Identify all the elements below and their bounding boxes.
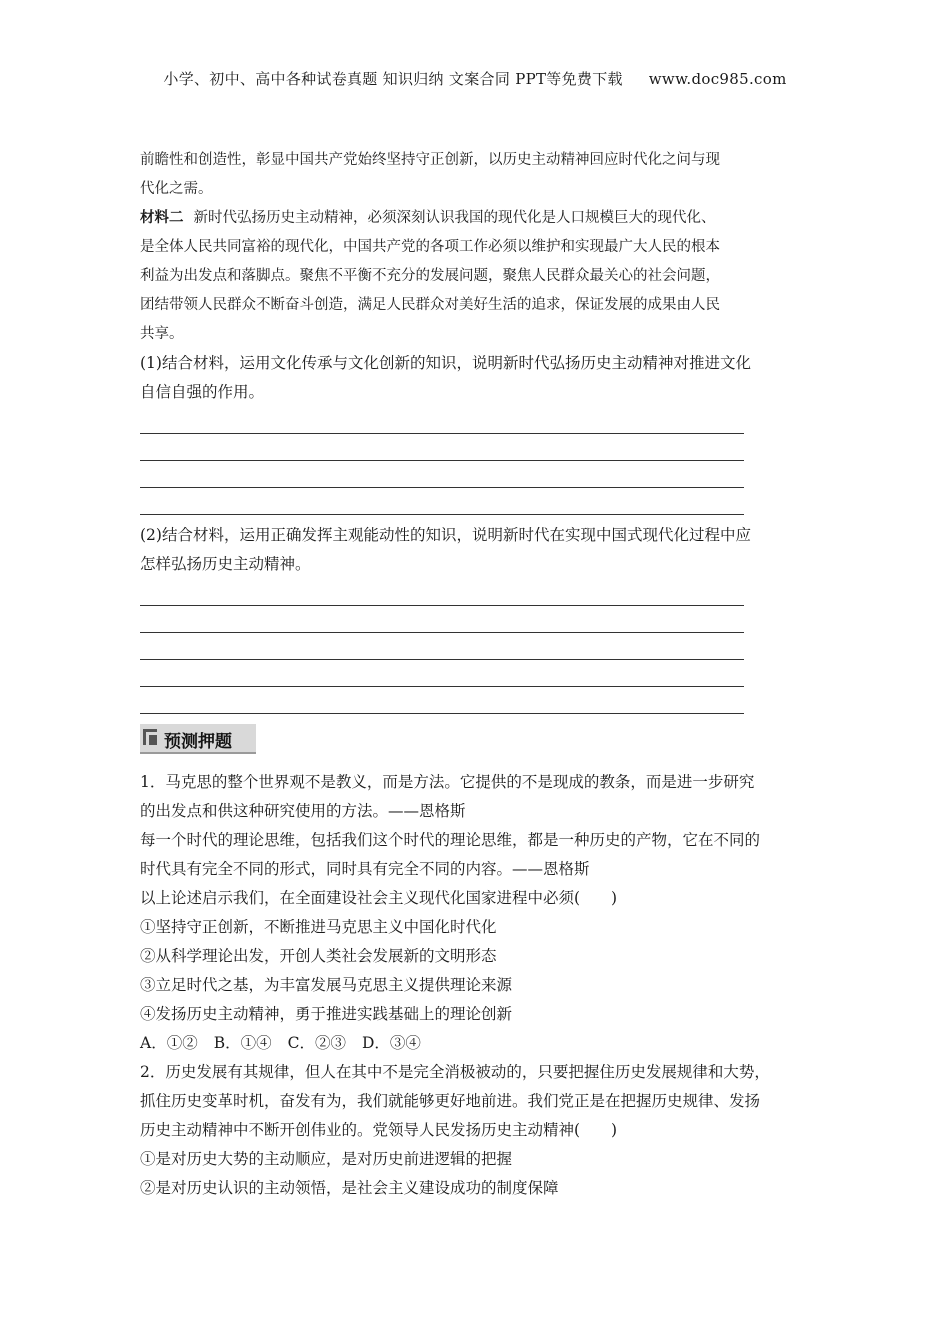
answer-area-1	[140, 404, 816, 515]
answer-line[interactable]	[140, 657, 744, 687]
material-line: 团结带领人民群众不断奋斗创造，满足人民群众对美好生活的追求，保证发展的成果由人民	[140, 297, 720, 313]
problem-2-stem: 历史主动精神中不断开创伟业的。党领导人民发扬历史主动精神( )	[140, 1121, 618, 1139]
answer-line[interactable]	[140, 684, 744, 714]
material-line: 共享。	[140, 326, 184, 342]
document-body	[140, 146, 816, 1203]
answer-line[interactable]	[140, 485, 744, 515]
choice-a[interactable]: A．①②	[140, 1034, 198, 1052]
question-2-line: (2)结合材料，运用正确发挥主观能动性的知识，说明新时代在实现中国式现代化过程中应	[140, 526, 751, 544]
problem-1-option: ①坚持守正创新，不断推进马克思主义中国化时代化	[140, 918, 497, 936]
problem-1-option: ③立足时代之基，为丰富发展马克思主义提供理论来源	[140, 976, 513, 994]
choice-b[interactable]: B．①④	[213, 1034, 272, 1052]
choice-c[interactable]: C．②③	[287, 1034, 346, 1052]
header-text: 小学、初中、高中各种试卷真题 知识归纳 文案合同 PPT等免费下载	[163, 70, 623, 88]
answer-line[interactable]	[140, 576, 744, 606]
material-two-label: 材料二	[140, 210, 184, 226]
answer-area-2	[140, 576, 816, 714]
answer-line[interactable]	[140, 603, 744, 633]
problem-1-line: 1．马克思的整个世界观不是教义，而是方法。它提供的不是现成的教条，而是进一步研究	[140, 773, 755, 791]
problem-1-choices	[140, 1029, 816, 1058]
answer-line[interactable]	[140, 630, 744, 660]
problem-1-stem: 以上论述启示我们，在全面建设社会主义现代化国家进程中必须( )	[140, 889, 618, 907]
question-1-line: (1)结合材料，运用文化传承与文化创新的知识，说明新时代弘扬历史主动精神对推进文化	[140, 354, 751, 372]
question-2-line: 怎样弘扬历史主动精神。	[140, 555, 311, 573]
section-heading	[140, 724, 256, 754]
header-site: www.doc985.com	[648, 70, 787, 88]
material-two-line: 材料二 新时代弘扬历史主动精神，必须深刻认识我国的现代化是人口规模巨大的现代化、	[140, 210, 716, 226]
problem-1-option: ④发扬历史主动精神，勇于推进实践基础上的理论创新	[140, 1005, 513, 1023]
page-header	[0, 68, 950, 89]
problem-2-line: 2．历史发展有其规律，但人在其中不是完全消极被动的，只要把握住历史发展规律和大势，	[140, 1063, 770, 1081]
problem-1-line: 每一个时代的理论思维，包括我们这个时代的理论思维，都是一种历史的产物，它在不同的	[140, 831, 761, 849]
material-line: 前瞻性和创造性，彰显中国共产党始终坚持守正创新，以历史主动精神回应时代化之问与现	[140, 152, 720, 168]
problem-1-line: 时代具有完全不同的形式，同时具有完全不同的内容。——恩格斯	[140, 860, 590, 878]
problem-1-option: ②从科学理论出发，开创人类社会发展新的文明形态	[140, 947, 497, 965]
material-line: 利益为出发点和落脚点。聚焦不平衡不充分的发展问题，聚焦人民群众最关心的社会问题，	[140, 268, 720, 284]
answer-line[interactable]	[140, 404, 744, 434]
problem-2-line: 抓住历史变革时机，奋发有为，我们就能够更好地前进。我们党正是在把握历史规律、发扬	[140, 1092, 761, 1110]
problem-2-option: ②是对历史认识的主动领悟，是社会主义建设成功的制度保障	[140, 1179, 559, 1197]
problem-1-line: 的出发点和供这种研究使用的方法。——恩格斯	[140, 802, 466, 820]
question-1-line: 自信自强的作用。	[140, 383, 265, 401]
material-line: 代化之需。	[140, 181, 213, 197]
material-line: 是全体人民共同富裕的现代化，中国共产党的各项工作必须以维护和实现最广大人民的根本	[140, 239, 720, 255]
choice-d[interactable]: D．③④	[361, 1034, 421, 1052]
section-marker-icon	[143, 729, 157, 745]
problem-2-option: ①是对历史大势的主动顺应，是对历史前进逻辑的把握	[140, 1150, 513, 1168]
answer-line[interactable]	[140, 431, 744, 461]
section-title: 预测押题	[164, 732, 232, 752]
answer-line[interactable]	[140, 458, 744, 488]
